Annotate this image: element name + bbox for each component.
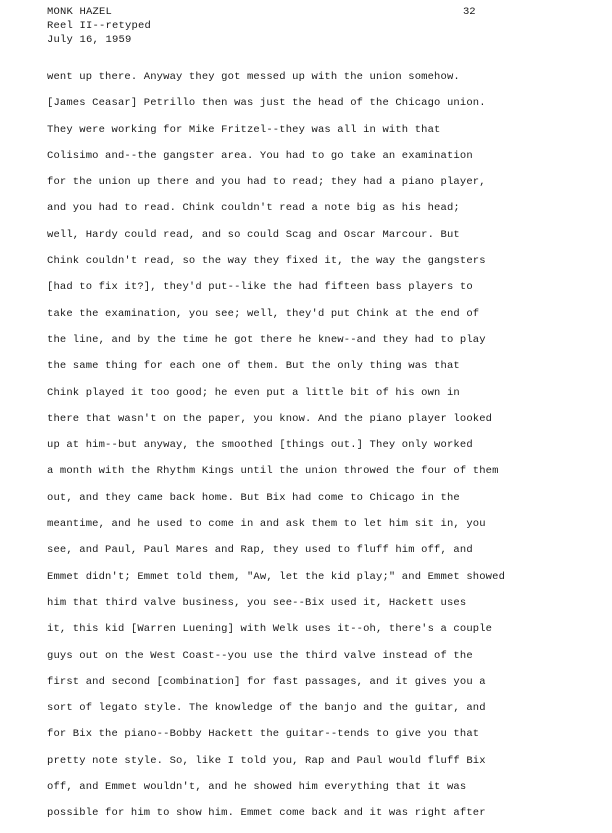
transcript-line: Emmet didn't; Emmet told them, "Aw, let the kid play;" and Emmet showed (47, 570, 506, 583)
transcript-line: out, and they came back home. But Bix had come to Chicago in the (47, 491, 460, 504)
transcript-line: possible for him to show him. Emmet come back and it was right after (47, 807, 486, 820)
transcript-line: Chink couldn't read, so the way they fixed it, the way the gangsters (47, 255, 486, 268)
transcript-line: [James Ceasar] Petrillo then was just the head of the Chicago union. (47, 97, 486, 110)
transcript-line: for Bix the piano--Bobby Hackett the guitar--tends to give you that (47, 728, 480, 741)
transcript-line: the line, and by the time he got there he knew--and they had to play (47, 333, 486, 346)
transcript-line: pretty note style. So, like I told you, Rap and Paul would fluff Bix (47, 754, 486, 767)
transcript-line: it, this kid [Warren Luening] with Welk uses it--oh, there's a couple (47, 623, 493, 636)
transcript-line: well, Hardy could read, and so could Scag and Oscar Marcour. But (47, 228, 460, 241)
transcript-line: They were working for Mike Fritzel--they was all in with that (47, 123, 441, 136)
transcript-line: take the examination, you see; well, they'd put Chink at the end of (47, 307, 480, 320)
transcript-line: guys out on the West Coast--you use the third valve instead of the (47, 649, 473, 662)
transcript-line: the same thing for each one of them. But the only thing was that (47, 360, 460, 373)
header-interviewee: MONK HAZEL (47, 6, 113, 18)
transcript-line: up at him--but anyway, the smoothed [things out.] They only worked (47, 439, 473, 452)
transcript-line: for the union up there and you had to read; they had a piano player, (47, 176, 486, 189)
transcript-line: meantime, and he used to come in and ask them to let him sit in, you (47, 518, 486, 531)
header-date: July 16, 1959 (47, 34, 132, 46)
header-reel: Reel II--retyped (47, 20, 152, 32)
transcript-line: went up there. Anyway they got messed up with the union somehow. (47, 71, 460, 83)
transcript-line: a month with the Rhythm Kings until the union throwed the four of them (47, 465, 499, 478)
transcript-body (47, 70, 577, 833)
document-header (47, 5, 151, 47)
transcript-line: Chink played it too good; he even put a little bit of his own in (47, 386, 460, 399)
transcript-line: [had to fix it?], they'd put--like the had fifteen bass players to (47, 281, 473, 294)
transcript-line: off, and Emmet wouldn't, and he showed him everything that it was (47, 781, 467, 794)
transcript-line: first and second [combination] for fast passages, and it gives you a (47, 675, 486, 688)
transcript-line: sort of legato style. The knowledge of the banjo and the guitar, and (47, 702, 486, 715)
transcript-line: and you had to read. Chink couldn't read a note big as his head; (47, 202, 460, 215)
transcript-line: there that wasn't on the paper, you know. And the piano player looked (47, 412, 493, 425)
transcript-line: Colisimo and--the gangster area. You had to go take an examination (47, 149, 473, 162)
transcript-line: him that third valve business, you see--Bix used it, Hackett uses (47, 596, 467, 609)
page-number: 32 (463, 6, 476, 18)
transcript-line: see, and Paul, Paul Mares and Rap, they used to fluff him off, and (47, 544, 473, 557)
